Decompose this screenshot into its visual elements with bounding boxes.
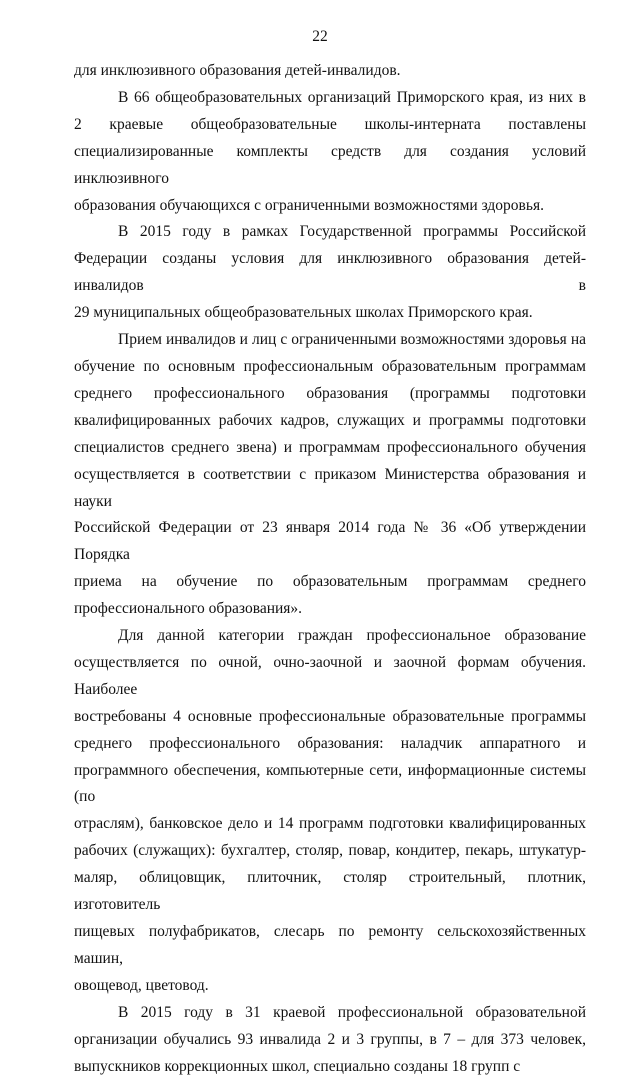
- text-line: профессионального образования».: [74, 600, 303, 618]
- text-line: организации обучались 93 инвалида 2 и 3 группы, в 7 – для 373 человек,: [74, 1030, 586, 1048]
- text-line: осуществляется по очной, очно-заочной и заочной формам обучения. Наиболее: [74, 653, 586, 698]
- page-number: 22: [312, 28, 328, 45]
- text-line: овощевод, цветовод.: [74, 976, 209, 994]
- text-line: среднего профессионального образования (программы подготовки: [74, 384, 586, 402]
- document-body: [74, 58, 586, 1080]
- text-line: Российской Федерации от 23 января 2014 года № 36 «Об утверждении Порядка: [74, 519, 586, 564]
- paragraph: [74, 85, 586, 220]
- text-line: отраслям), банковское дело и 14 программ подготовки квалифицированных: [74, 815, 586, 833]
- text-line: В 2015 году в рамках Государственной программы Российской: [118, 223, 586, 241]
- text-line: образования обучающихся с ограниченными возможностями здоровья.: [74, 196, 544, 214]
- text-line: В 2015 году в 31 краевой профессиональной образовательной: [118, 1003, 586, 1021]
- text-line: рабочих (служащих): бухгалтер, столяр, повар, кондитер, пекарь, штукатур-: [74, 842, 586, 860]
- text-line: пищевых полуфабрикатов, слесарь по ремонту сельскохозяйственных машин,: [74, 923, 586, 967]
- text-line: специализированные комплекты средств для создания условий инклюзивного: [74, 142, 586, 187]
- paragraph: [74, 327, 586, 623]
- text-line: Прием инвалидов и лиц с ограниченными возможностями здоровья на: [118, 331, 586, 349]
- text-line: Для данной категории граждан профессиональное образование: [118, 627, 586, 645]
- text-line: 29 муниципальных общеобразовательных школах Приморского края.: [74, 304, 533, 322]
- text-line: Федерации созданы условия для инклюзивного образования детей-инвалидов в: [74, 250, 586, 295]
- text-line: В 66 общеобразовательных организаций Приморского края, из них в: [118, 88, 586, 106]
- text-line: востребованы 4 основные профессиональные образовательные программы: [74, 707, 586, 725]
- text-line: программного обеспечения, компьютерные сети, информационные системы (по: [74, 761, 586, 806]
- paragraph: [74, 1000, 586, 1080]
- text-line: среднего профессионального образования: наладчик аппаратного и: [74, 734, 586, 752]
- paragraph: [74, 58, 586, 85]
- text-line: специалистов среднего звена) и программам профессионального обучения: [74, 438, 586, 456]
- paragraph: [74, 623, 586, 1000]
- text-line: маляр, облицовщик, плиточник, столяр строительный, плотник, изготовитель: [74, 869, 586, 914]
- text-line: приема на обучение по образовательным программам среднего: [74, 573, 586, 591]
- text-line: выпускников коррекционных школ, специально созданы 18 групп с: [74, 1057, 521, 1075]
- paragraph: [74, 219, 586, 327]
- text-line: квалифицированных рабочих кадров, служащих и программы подготовки: [74, 411, 586, 429]
- text-line: 2 краевые общеобразовательные школы-интерната поставлены: [74, 115, 586, 133]
- text-line: обучение по основным профессиональным образовательным программам: [74, 357, 586, 375]
- text-line: осуществляется в соответствии с приказом Министерства образования и науки: [74, 465, 586, 510]
- text-line: для инклюзивного образования детей-инвалидов.: [74, 62, 401, 79]
